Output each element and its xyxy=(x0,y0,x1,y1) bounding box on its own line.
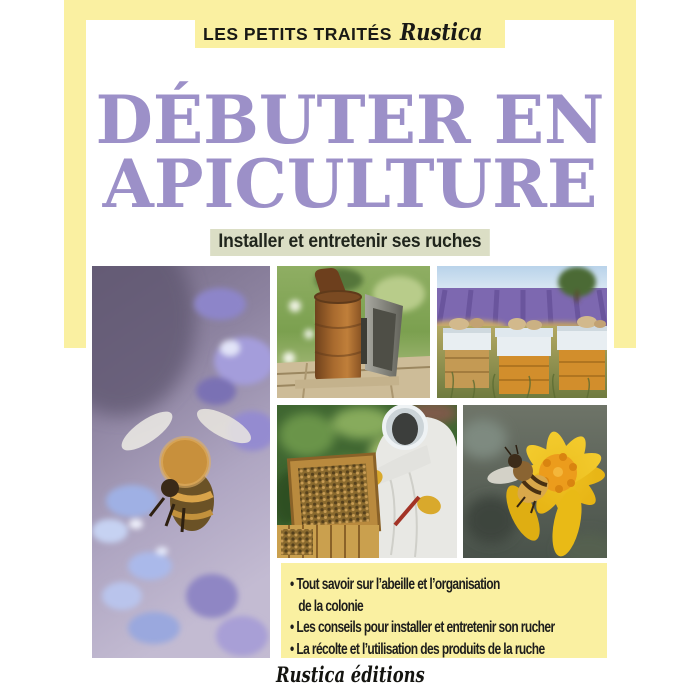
beehive-icon xyxy=(557,316,607,390)
photo-bee-smoker xyxy=(277,266,430,398)
photo-bee-on-flower xyxy=(463,405,607,558)
key-points-panel xyxy=(281,563,607,658)
title-line-1: DÉBUTER EN xyxy=(95,81,605,159)
key-points-list xyxy=(290,574,615,660)
series-badge-text xyxy=(203,20,497,46)
rustica-editions-logo: Rustica éditions xyxy=(275,662,425,687)
honeycomb-frame xyxy=(288,454,379,536)
rustica-brand-logo: Rustica xyxy=(399,19,483,46)
beekeeper-illustration xyxy=(277,405,457,558)
key-point-line: • La récolte et l’utilisation des produits de la ruche xyxy=(290,640,545,658)
photo-bee-on-lavender xyxy=(92,266,270,658)
beehive-icon xyxy=(443,318,491,388)
photo-hives-lavender-field xyxy=(437,266,607,398)
photo-beekeeper-frame xyxy=(277,405,457,558)
key-point-line: • Les conseils pour installer et entretenir son rucher xyxy=(290,619,555,636)
beehive-icon xyxy=(495,318,553,394)
book-title xyxy=(0,81,700,223)
key-point-line: • Tout savoir sur l’abeille et l’organisation xyxy=(290,576,500,593)
publisher-logo xyxy=(0,662,700,687)
bee-on-lavender-illustration xyxy=(92,266,270,658)
bee-smoker-illustration xyxy=(277,266,430,398)
series-name: LES PETITS TRAITÉS xyxy=(203,24,392,44)
hives-field-illustration xyxy=(437,266,607,398)
title-line-2: APICULTURE xyxy=(102,145,598,223)
key-point-line: de la colonie xyxy=(298,597,364,615)
open-hive-box xyxy=(277,525,379,558)
subtitle-highlight: Installer et entretenir ses ruches xyxy=(210,229,489,256)
series-badge xyxy=(195,0,505,48)
bee-on-flower-illustration xyxy=(463,405,607,558)
book-subtitle xyxy=(0,229,700,256)
